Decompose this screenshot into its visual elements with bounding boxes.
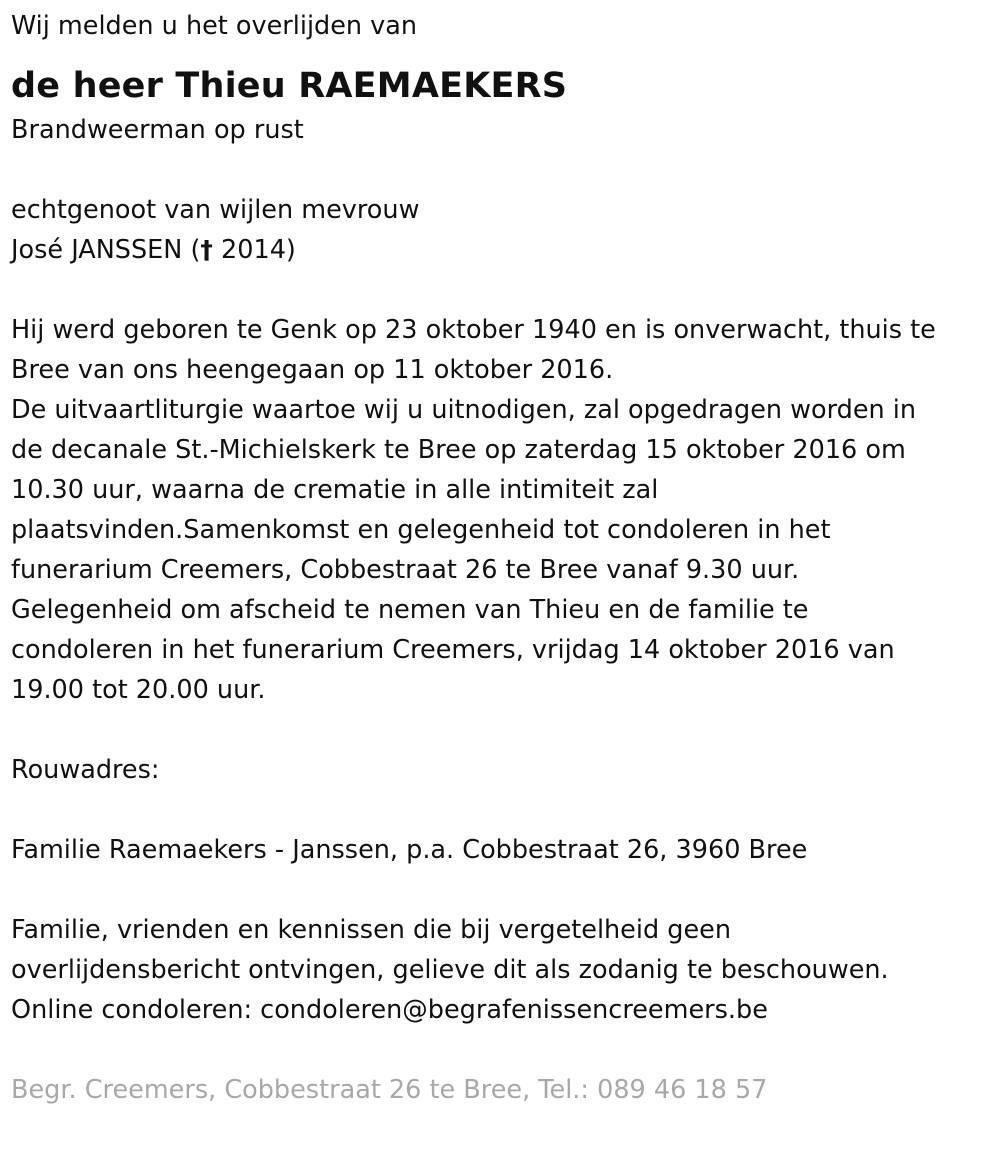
- spacer: [11, 710, 988, 750]
- closing-line: overlijdensbericht ontvingen, gelieve dit als zodanig te beschouwen.: [11, 955, 889, 985]
- occupation: Brandweerman op rust: [11, 115, 304, 145]
- spouse-relation: echtgenoot van wijlen mevrouw: [11, 195, 420, 225]
- spacer: [11, 270, 988, 310]
- spacer: [11, 150, 988, 190]
- spouse-death-year: 2014): [212, 235, 296, 265]
- intro-text: Wij melden u het overlijden van: [11, 11, 418, 41]
- cross-icon: †: [200, 235, 213, 264]
- body-line: 19.00 tot 20.00 uur.: [11, 675, 266, 705]
- body-line: Gelegenheid om afscheid te nemen van Thieu en de familie te: [11, 595, 809, 625]
- body-line: 10.30 uur, waarna de crematie in alle intimiteit zal: [11, 475, 659, 505]
- spacer: [11, 790, 988, 830]
- body-line: Hij werd geboren te Genk op 23 oktober 1940 en is onverwacht, thuis te: [11, 315, 936, 345]
- body-line: funerarium Creemers, Cobbestraat 26 te Bree vanaf 9.30 uur.: [11, 555, 800, 585]
- online-condolence: Online condoleren: condoleren@begrafenissencreemers.be: [11, 995, 768, 1025]
- spouse-name-line: [11, 230, 988, 270]
- funeral-details: [11, 310, 988, 710]
- body-line: Bree van ons heengegaan op 11 oktober 2016.: [11, 355, 614, 385]
- spacer: [11, 1030, 988, 1070]
- body-line: condoleren in het funerarium Creemers, vrijdag 14 oktober 2016 van: [11, 635, 895, 665]
- mourning-address: Familie Raemaekers - Janssen, p.a. Cobbestraat 26, 3960 Bree: [11, 835, 808, 865]
- spacer: [11, 870, 988, 910]
- spouse-name: José JANSSEN (: [11, 235, 201, 265]
- funeral-home-footer: Begr. Creemers, Cobbestraat 26 te Bree, Tel.: 089 46 18 57: [11, 1075, 768, 1105]
- body-line: De uitvaartliturgie waartoe wij u uitnodigen, zal opgedragen worden in: [11, 395, 917, 425]
- body-line: plaatsvinden.Samenkomst en gelegenheid tot condoleren in het: [11, 515, 831, 545]
- closing-text: [11, 910, 988, 1030]
- address-label: Rouwadres:: [11, 755, 160, 785]
- deceased-name: de heer Thieu RAEMAEKERS: [11, 66, 568, 106]
- body-line: de decanale St.-Michielskerk te Bree op zaterdag 15 oktober 2016 om: [11, 435, 906, 465]
- closing-line: Familie, vrienden en kennissen die bij vergetelheid geen: [11, 915, 731, 945]
